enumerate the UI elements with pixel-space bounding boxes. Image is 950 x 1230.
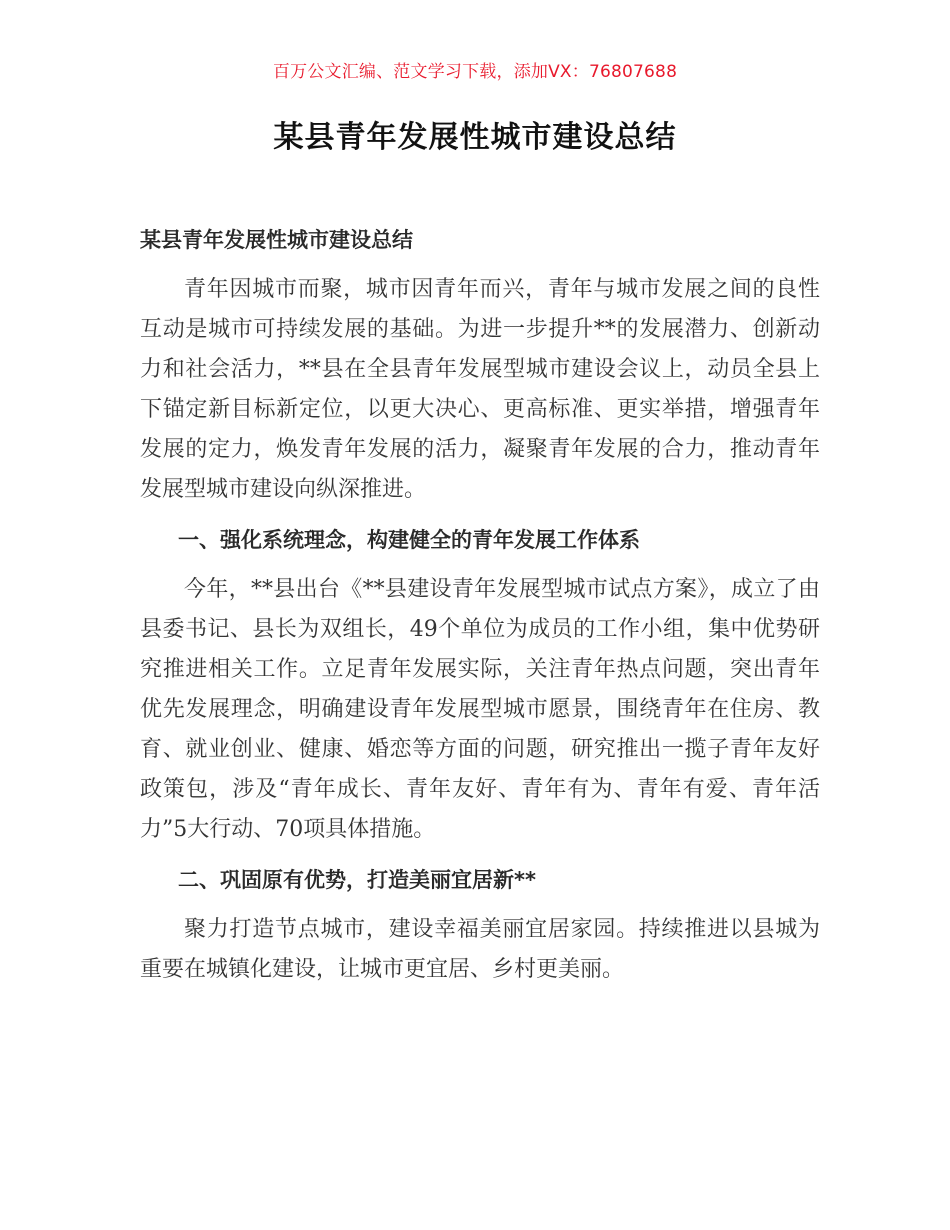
document-subtitle: 某县青年发展性城市建设总结 <box>140 228 413 252</box>
section-2-heading: 二、巩固原有优势，打造美丽宜居新** <box>178 868 536 892</box>
section-1-heading: 一、强化系统理念，构建健全的青年发展工作体系 <box>178 528 640 552</box>
section-1-paragraph: 今年，**县出台《**县建设青年发展型城市试点方案》，成立了由县委书记、县长为双组长，49个单位为成员的工作小组，集中优势研究推进相关工作。立足青年发展实际，关注青年热点问题，突出青年优先发展理念，明确建设青年发展型城市愿景，围绕青年在住房、教育、就业创业、健康、婚恋等方面的问题，研究推出一揽子青年友好政策包，涉及“青年成长、青年友好、青年有为、青年有爱、青年活力”5大行动、70项具体措施。 <box>140 577 820 842</box>
document-body <box>140 220 820 1000</box>
document-title: 某县青年发展性城市建设总结 <box>273 120 677 155</box>
intro-paragraph: 青年因城市而聚，城市因青年而兴，青年与城市发展之间的良性互动是城市可持续发展的基础。为进一步提升**的发展潜力、创新动力和社会活力，**县在全县青年发展型城市建设会议上，动员全县上下锚定新目标新定位，以更大决心、更高标准、更实举措，增强青年发展的定力，焕发青年发展的活力，凝聚青年发展的合力，推动青年发展型城市建设向纵深推进。 <box>140 277 820 502</box>
section-2-paragraph: 聚力打造节点城市，建设幸福美丽宜居家园。持续推进以县城为重要在城镇化建设，让城市更宜居、乡村更美丽。 <box>140 917 820 982</box>
header-watermark: 百万公文汇编、范文学习下载，添加VX：76807688 <box>272 62 678 82</box>
